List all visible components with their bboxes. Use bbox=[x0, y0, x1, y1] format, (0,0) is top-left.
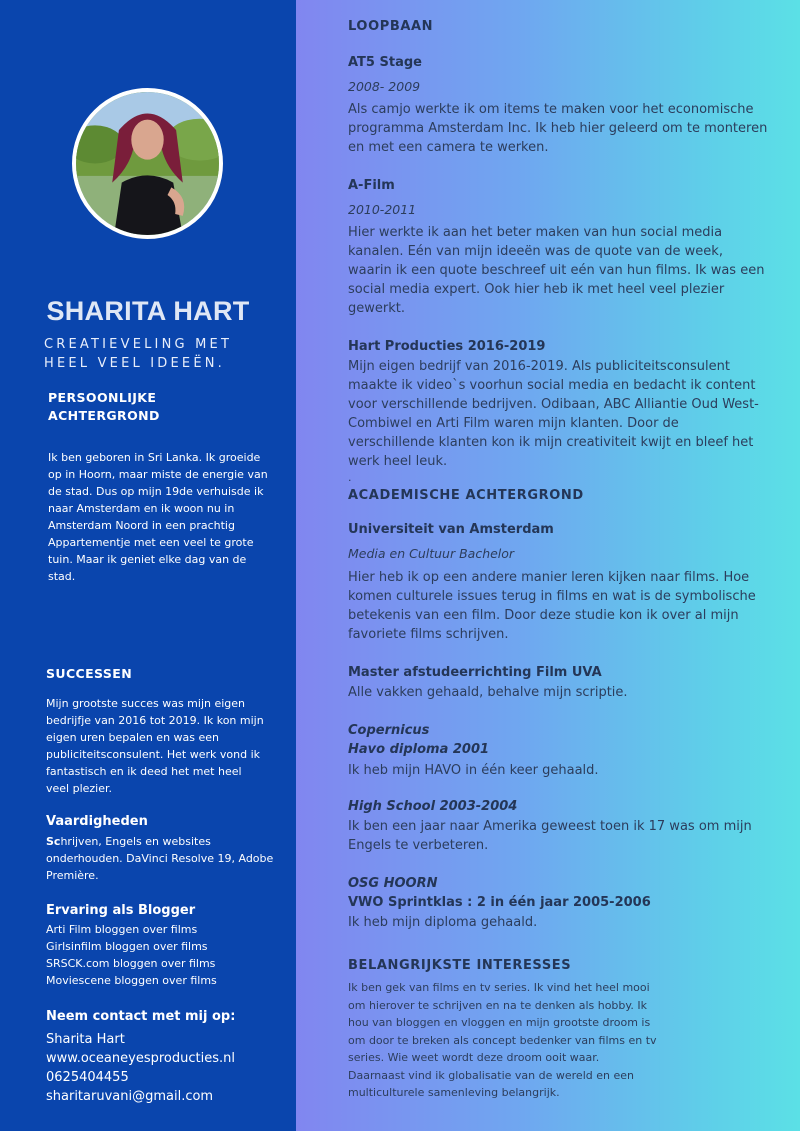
job-title: Hart Producties 2016-2019 bbox=[348, 339, 546, 354]
education-subtitle: VWO Sprintklas : 2 in één jaar 2005-2006 bbox=[348, 895, 651, 910]
job-title: A-Film bbox=[348, 178, 395, 193]
contact-email-link[interactable]: sharitaruvani@gmail.com bbox=[46, 1089, 214, 1104]
blogger-item: SRSCK.com bloggen over films bbox=[46, 957, 216, 970]
blogger-list bbox=[46, 921, 276, 989]
contact-section bbox=[46, 1008, 286, 1106]
tagline-line-1: CREATIEVELING MET bbox=[44, 337, 233, 352]
job-description: Als camjo werkte ik om items te maken voor het economische programma Amsterdam Inc. Ik heb hier geleerd om te monteren en met een camera te werken. bbox=[348, 102, 768, 155]
successes-heading: SUCCESSEN bbox=[46, 666, 133, 681]
successes-section bbox=[46, 665, 266, 797]
education-title: Copernicus bbox=[348, 723, 430, 738]
skills-heading: Vaardigheden bbox=[46, 814, 148, 829]
contact-details bbox=[46, 1030, 286, 1106]
skills-section bbox=[46, 813, 276, 884]
blogger-section bbox=[46, 902, 276, 989]
education-description: Ik ben een jaar naar Amerika geweest toen ik 17 was om mijn Engels te verbeteren. bbox=[348, 819, 752, 853]
successes-text: Mijn grootste succes was mijn eigen bedrijfje van 2016 tot 2019. Ik kon mijn eigen uren bepalen en was een publiciteitsconsulent. Het werk vond ik fantastisch en ik deed het met heel veel plezier. bbox=[46, 697, 264, 795]
job-description: Hier werkte ik aan het beter maken van hun social media kanalen. Eén van mijn ideeën was de quote van de week, waarin ik een quote beschreef uit eén van hun films. Ik was een social media expert. Ook hier heb ik met heel veel plezier gewerkt. bbox=[348, 225, 765, 316]
education-subtitle: Media en Cultuur Bachelor bbox=[348, 546, 515, 561]
education-title: Master afstudeerrichting Film UVA bbox=[348, 665, 602, 680]
personal-heading-line-2: ACHTERGROND bbox=[48, 408, 160, 423]
contact-name: Sharita Hart bbox=[46, 1032, 125, 1047]
skills-text-bold: Sc bbox=[46, 835, 61, 848]
education-description: Ik heb mijn HAVO in één keer gehaald. bbox=[348, 763, 599, 778]
academic-heading: ACADEMISCHE ACHTERGROND bbox=[348, 488, 584, 503]
job-description: Mijn eigen bedrijf van 2016-2019. Als publiciteitsconsulent maakte ik video`s voorhun social media en bedacht ik content voor verschillende bedrijven. Odibaan, ABC Alliantie Oud West- Combiwel en Arti Film waren mijn klanten. Door de verschillende klanten kon ik mijn creativiteit kwijt en bleef het werk heel leuk. bbox=[348, 359, 759, 469]
tagline-line-2: HEEL VEEL IDEEËN. bbox=[44, 356, 226, 371]
blogger-heading: Ervaring als Blogger bbox=[46, 903, 196, 918]
education-title: Universiteit van Amsterdam bbox=[348, 522, 554, 537]
career-heading: LOOPBAAN bbox=[348, 19, 434, 34]
personal-background-section bbox=[48, 389, 268, 585]
main-content bbox=[296, 0, 800, 1131]
contact-phone[interactable]: 0625404455 bbox=[46, 1070, 129, 1085]
blogger-item: Arti Film bloggen over films bbox=[46, 923, 198, 936]
personal-text: Ik ben geboren in Sri Lanka. Ik groeide op in Hoorn, maar miste de energie van de stad. Dus op mijn 19de verhuisde ik naar Amsterdam en ik woon nu in Amsterdam Noord in een prachtig Appartementje met een veel te grote tuin. Maar ik geniet elke dag van de stad. bbox=[48, 451, 268, 583]
sidebar bbox=[0, 0, 296, 1131]
education-subtitle: Havo diploma 2001 bbox=[348, 742, 490, 757]
blogger-item: Girlsinfilm bloggen over films bbox=[46, 940, 208, 953]
contact-website-link[interactable]: www.oceaneyesproducties.nl bbox=[46, 1051, 235, 1066]
job-period: 2010-2011 bbox=[348, 202, 417, 217]
profile-photo bbox=[72, 88, 223, 239]
personal-heading bbox=[48, 389, 268, 425]
job-period: 2008- 2009 bbox=[348, 79, 421, 94]
profile-name: SHARITA HART bbox=[46, 296, 250, 326]
education-description: Ik heb mijn diploma gehaald. bbox=[348, 915, 538, 930]
skills-text-rest: hrijven, Engels en websites onderhouden. DaVinci Resolve 19, Adobe Première. bbox=[46, 835, 274, 882]
stray-dot: . bbox=[348, 471, 352, 484]
blogger-item: Moviescene bloggen over films bbox=[46, 974, 217, 987]
portrait-image bbox=[76, 92, 219, 235]
profile-tagline bbox=[44, 335, 284, 373]
education-description: Hier heb ik op een andere manier leren kijken naar films. Hoe komen culturele issues terug in films en wat is de symbolische betekenis van een film. Door deze studie kon ik over al mijn favoriete films schrijven. bbox=[348, 570, 756, 642]
skills-text bbox=[46, 833, 276, 884]
interests-text: Ik ben gek van films en tv series. Ik vind het heel mooi om hierover te schrijven en na te denken als hobby. Ik hou van bloggen en vloggen en mijn grootste droom is om door te breken als concept bedenker van films en tv series. Wie weet wordt deze droom ooit waar. Daarnaast vind ik globalisatie van de wereld en een multiculturele samenleving belangrijk. bbox=[348, 981, 657, 1099]
education-title: High School 2003-2004 bbox=[348, 799, 518, 814]
job-title: AT5 Stage bbox=[348, 55, 422, 70]
education-description: Alle vakken gehaald, behalve mijn scriptie. bbox=[348, 685, 628, 700]
contact-heading: Neem contact met mij op: bbox=[46, 1009, 236, 1024]
education-title: OSG HOORN bbox=[348, 876, 438, 891]
interests-heading: BELANGRIJKSTE INTERESSES bbox=[348, 958, 572, 973]
personal-heading-line-1: PERSOONLIJKE bbox=[48, 390, 157, 405]
